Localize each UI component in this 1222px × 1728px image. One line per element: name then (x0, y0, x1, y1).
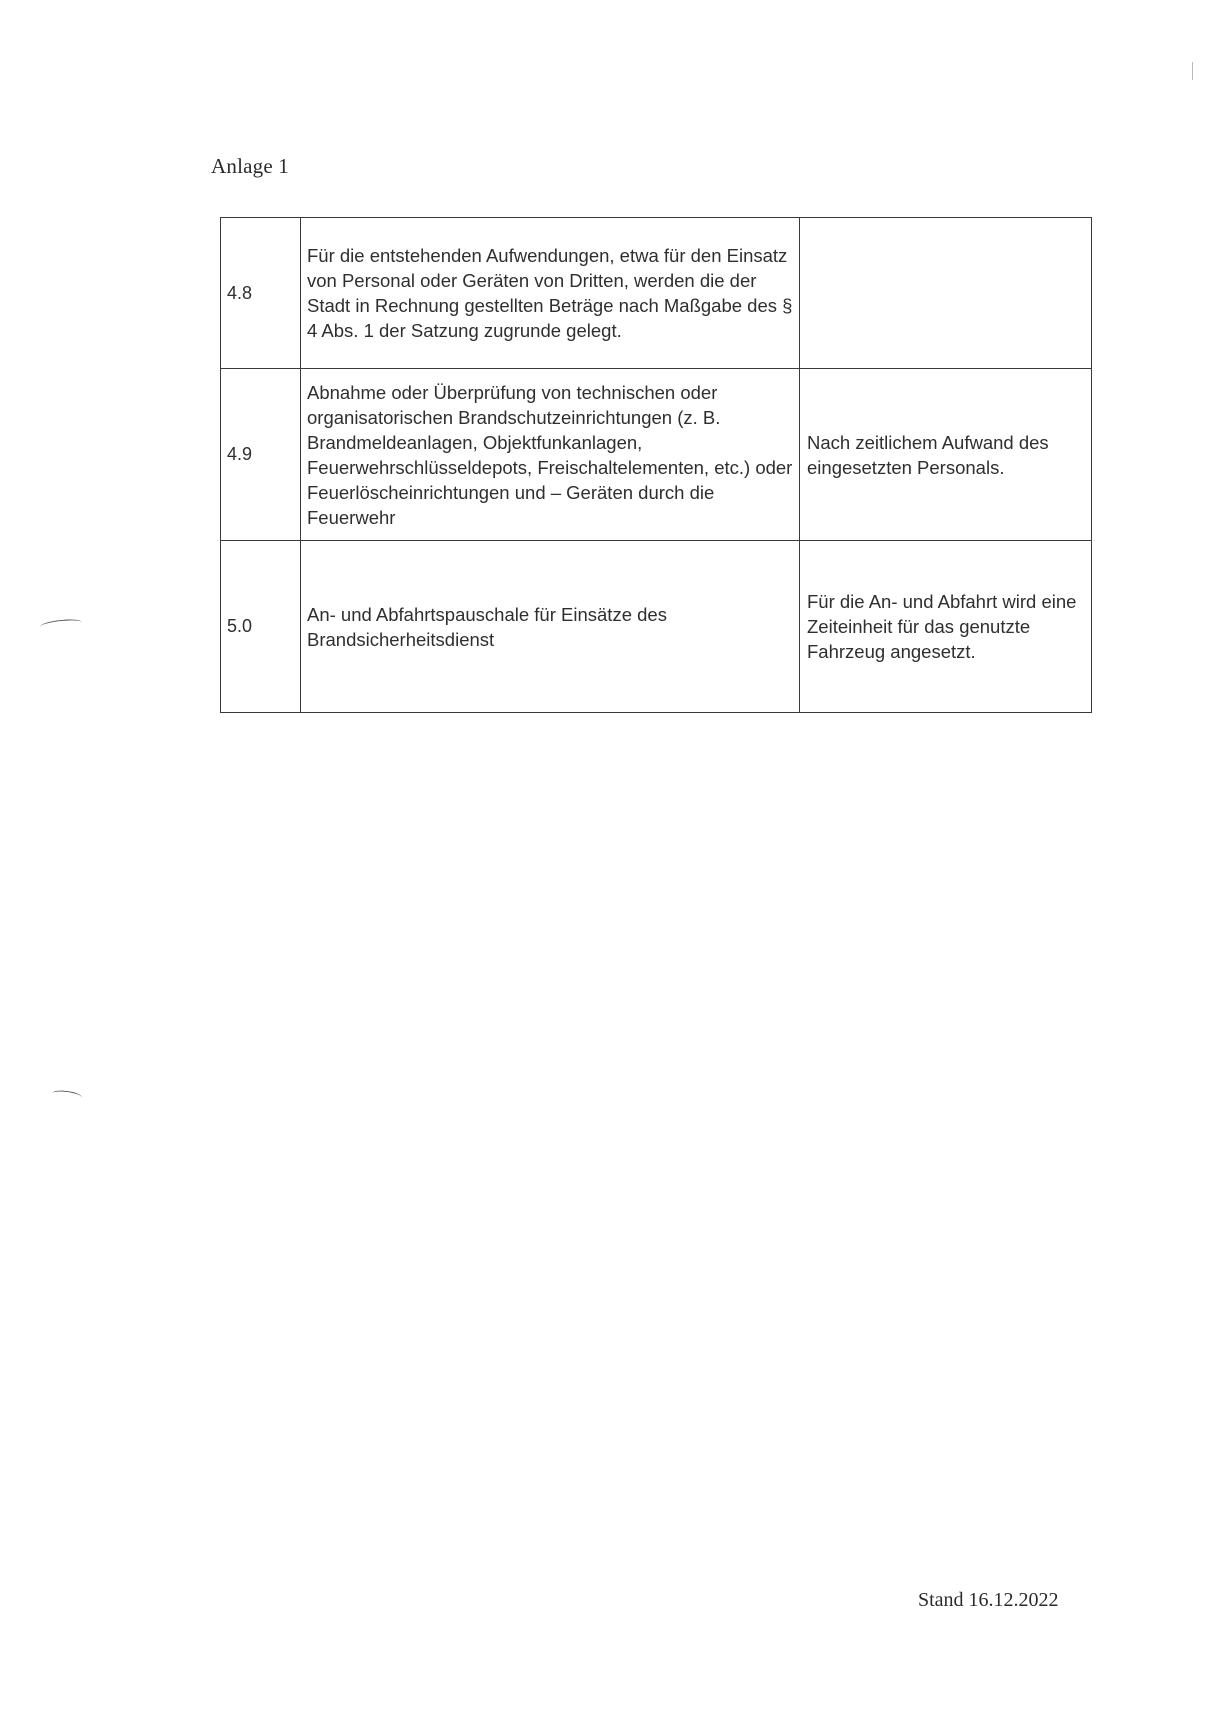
item-note: Nach zeitlichem Aufwand des eingesetzten Personals. (800, 369, 1092, 541)
scan-artifact (1192, 62, 1195, 80)
item-description: Abnahme oder Überprüfung von technischen oder organisatorischen Brandschutzeinrichtungen (z. B. Brandmeldeanlagen, Objektfunkanlagen, Feuerwehrschlüsseldepots, Freischaltelementen, etc.) oder Feuerlöscheinrichtungen und – Geräten durch die Feuerwehr (301, 369, 800, 541)
item-note: Für die An- und Abfahrt wird eine Zeiteinheit für das genutzte Fahrzeug angesetzt. (800, 541, 1092, 713)
fee-table (220, 217, 1092, 713)
item-description: Für die entstehenden Aufwendungen, etwa für den Einsatz von Personal oder Geräten von Dritten, werden die der Stadt in Rechnung gestellten Beträge nach Maßgabe des § 4 Abs. 1 der Satzung zugrunde gelegt. (301, 218, 800, 369)
scan-artifact (40, 618, 83, 631)
scan-artifact (52, 1089, 83, 1102)
item-number: 4.8 (221, 218, 301, 369)
table-row (221, 369, 1092, 541)
item-description: An- und Abfahrtspauschale für Einsätze des Brandsicherheitsdienst (301, 541, 800, 713)
item-number: 5.0 (221, 541, 301, 713)
table-row (221, 541, 1092, 713)
item-number: 4.9 (221, 369, 301, 541)
stand-date: Stand 16.12.2022 (918, 1589, 1059, 1611)
table-row (221, 218, 1092, 369)
page-title: Anlage 1 (211, 154, 289, 178)
item-note (800, 218, 1092, 369)
